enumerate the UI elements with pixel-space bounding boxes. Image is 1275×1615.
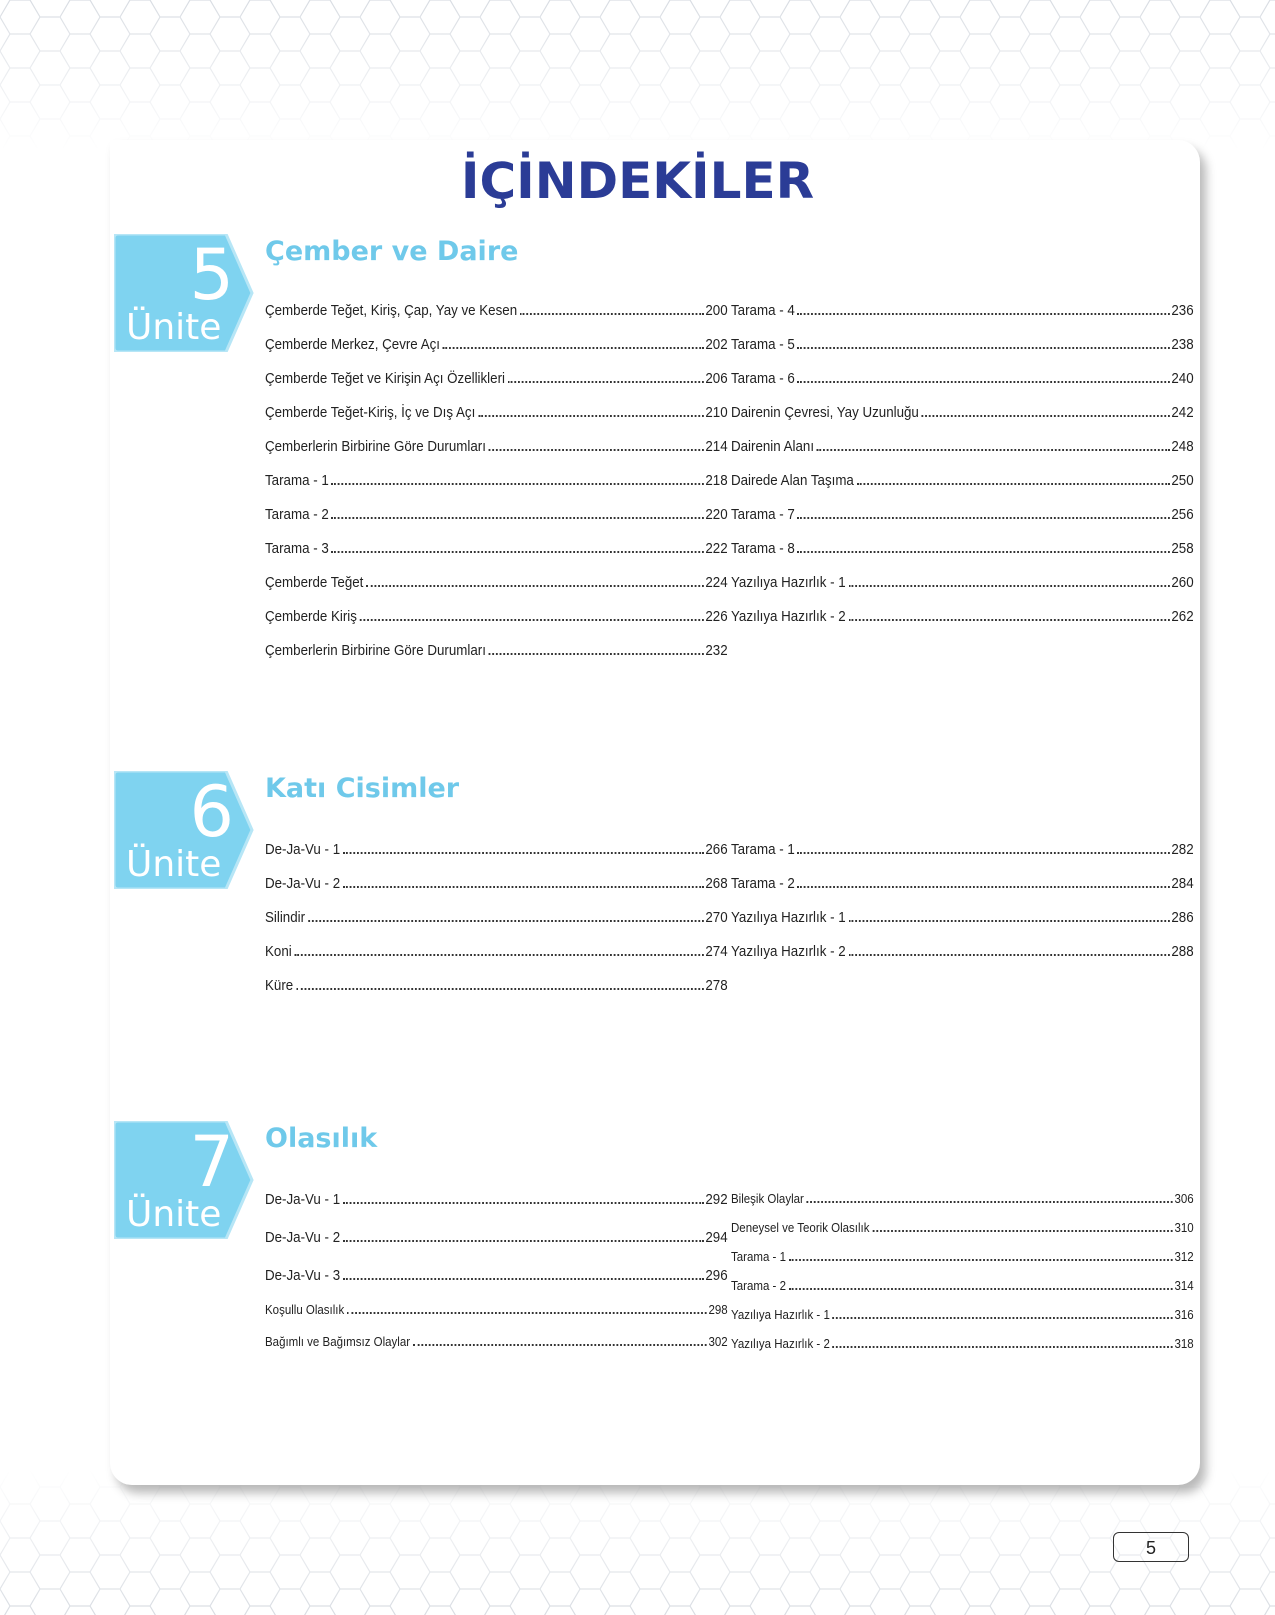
dot-leader: [360, 619, 704, 621]
dot-leader: [789, 1288, 1173, 1290]
toc-entry-title: Tarama - 4: [731, 303, 795, 319]
dot-leader: [833, 1317, 1173, 1319]
toc-entry-page: 236: [1171, 303, 1194, 319]
toc-entry-title: Tarama - 6: [731, 371, 795, 387]
toc-entry[interactable]: [731, 303, 1194, 319]
toc-entry[interactable]: [265, 910, 728, 926]
dot-leader: [520, 313, 704, 315]
toc-entry-title: Yazılıya Hazırlık - 1: [731, 910, 846, 926]
toc-entry[interactable]: [265, 439, 728, 455]
toc-entry-title: Çemberde Teğet: [265, 575, 364, 591]
toc-entry-page: 232: [705, 643, 728, 659]
dot-leader: [343, 852, 704, 854]
toc-entry[interactable]: [731, 1279, 1194, 1293]
toc-entry-title: Dairenin Alanı: [731, 439, 815, 455]
unit-label: Ünite: [126, 307, 222, 348]
toc-entry[interactable]: [265, 473, 728, 489]
toc-entry-title: Tarama - 8: [731, 541, 795, 557]
dot-leader: [489, 449, 704, 451]
dot-leader: [343, 1240, 704, 1242]
dot-leader: [798, 551, 1170, 553]
toc-entry[interactable]: [265, 1335, 728, 1349]
section-title-6: Katı Cisimler: [265, 773, 460, 804]
dot-leader: [294, 954, 703, 956]
toc-entry-page: 284: [1171, 876, 1194, 892]
toc-entry-page: 296: [705, 1268, 728, 1284]
toc-entry[interactable]: [731, 541, 1194, 557]
toc-entry-page: 240: [1171, 371, 1194, 387]
toc-entry-page: 242: [1171, 405, 1194, 421]
toc-entry-title: Çemberde Teğet-Kiriş, İç ve Dış Açı: [265, 405, 476, 421]
toc-entry-page: 318: [1174, 1337, 1194, 1351]
toc-entry-title: De-Ja-Vu - 2: [265, 1230, 341, 1246]
unit-label: Ünite: [126, 1194, 222, 1235]
toc-entry-title: Çemberde Teğet ve Kirişin Açı Özellikleri: [265, 371, 505, 387]
toc-entry-page: 268: [705, 876, 728, 892]
toc-entry[interactable]: [731, 1221, 1194, 1235]
toc-entry-title: Yazılıya Hazırlık - 1: [731, 1308, 830, 1322]
toc-entry-title: Tarama - 5: [731, 337, 795, 353]
toc-entry[interactable]: [265, 609, 728, 625]
dot-leader: [347, 1312, 707, 1314]
dot-leader: [798, 381, 1170, 383]
toc-entry[interactable]: [265, 1192, 728, 1208]
toc-entry-title: Çemberde Teğet, Kiriş, Çap, Yay ve Kesen: [265, 303, 518, 319]
toc-entry-page: 316: [1174, 1308, 1194, 1322]
toc-entry-page: 256: [1171, 507, 1194, 523]
toc-entry[interactable]: [731, 876, 1194, 892]
dot-leader: [857, 483, 1170, 485]
toc-entry-title: Dairede Alan Taşıma: [731, 473, 854, 489]
section-title-7: Olasılık: [265, 1123, 378, 1154]
unit-badge-6: [114, 771, 254, 889]
page-number: 5: [1113, 1532, 1189, 1562]
dot-leader: [798, 517, 1170, 519]
toc-entry[interactable]: [731, 371, 1194, 387]
toc-entry-page: 302: [708, 1335, 728, 1349]
toc-entry[interactable]: [265, 842, 728, 858]
toc-entry-page: 286: [1171, 910, 1194, 926]
dot-leader: [848, 585, 1169, 587]
toc-entry[interactable]: [265, 371, 728, 387]
toc-entry[interactable]: [265, 337, 728, 353]
hexagon-pattern-bottom: [0, 1470, 1275, 1615]
dot-leader: [798, 347, 1170, 349]
toc-entry-title: Çemberde Merkez, Çevre Açı: [265, 337, 440, 353]
toc-entry-title: Yazılıya Hazırlık - 1: [731, 575, 846, 591]
toc-entry-page: 292: [705, 1192, 728, 1208]
toc-entry-page: 288: [1171, 944, 1194, 960]
toc-entry-page: 210: [705, 405, 728, 421]
toc-entry-title: Tarama - 2: [265, 507, 329, 523]
toc-entry-page: 248: [1171, 439, 1194, 455]
toc-entry-page: 270: [705, 910, 728, 926]
toc-entry-title: De-Ja-Vu - 1: [265, 1192, 341, 1208]
dot-leader: [443, 347, 704, 349]
dot-leader: [833, 1346, 1173, 1348]
toc-entry-title: Tarama - 1: [731, 1250, 786, 1264]
toc-entry-title: Çemberde Kiriş: [265, 609, 357, 625]
section-title-5: Çember ve Daire: [265, 236, 519, 267]
dot-leader: [848, 954, 1169, 956]
toc-entry-title: Tarama - 2: [731, 876, 795, 892]
toc-entry-page: 238: [1171, 337, 1194, 353]
toc-entry-title: Tarama - 1: [265, 473, 329, 489]
toc-entry-title: Yazılıya Hazırlık - 2: [731, 1337, 830, 1351]
toc-entry-title: Bağımlı ve Bağımsız Olaylar: [265, 1335, 411, 1349]
toc-entry[interactable]: [265, 541, 728, 557]
toc-entry-page: 310: [1174, 1221, 1194, 1235]
toc-entry-page: 314: [1174, 1279, 1194, 1293]
toc-entry[interactable]: [731, 337, 1194, 353]
toc-entry-title: Tarama - 2: [731, 1279, 786, 1293]
toc-entry-page: 260: [1171, 575, 1194, 591]
dot-leader: [489, 653, 704, 655]
toc-entry-page: 220: [705, 507, 728, 523]
unit-number: 5: [189, 234, 234, 316]
dot-leader: [872, 1230, 1172, 1232]
toc-entry-page: 266: [705, 842, 728, 858]
toc-entry[interactable]: [731, 473, 1194, 489]
toc-entry-page: 224: [705, 575, 728, 591]
toc-entry-title: Bileşik Olaylar: [731, 1192, 804, 1206]
toc-entry[interactable]: [731, 1250, 1194, 1264]
toc-entry[interactable]: [265, 643, 728, 659]
toc-entry[interactable]: [731, 575, 1194, 591]
toc-entry-title: Yazılıya Hazırlık - 2: [731, 609, 846, 625]
dot-leader: [848, 619, 1169, 621]
dot-leader: [332, 483, 704, 485]
toc-entry-title: Küre: [265, 978, 294, 994]
toc-entry[interactable]: [731, 1192, 1194, 1206]
toc-entry-page: 226: [705, 609, 728, 625]
toc-entry-page: 274: [705, 944, 728, 960]
toc-entry[interactable]: [731, 507, 1194, 523]
dot-leader: [343, 1278, 704, 1280]
toc-entry-page: 206: [705, 371, 728, 387]
toc-entry-page: 218: [705, 473, 728, 489]
dot-leader: [817, 449, 1170, 451]
toc-entry-page: 306: [1174, 1192, 1194, 1206]
dot-leader: [789, 1259, 1173, 1261]
toc-entry[interactable]: [731, 944, 1194, 960]
toc-entry[interactable]: [265, 303, 728, 319]
toc-entry-page: 312: [1174, 1250, 1194, 1264]
toc-entry-title: Yazılıya Hazırlık - 2: [731, 944, 846, 960]
toc-entry[interactable]: [265, 507, 728, 523]
dot-leader: [332, 551, 704, 553]
toc-entry[interactable]: [265, 1230, 728, 1246]
toc-entry-page: 250: [1171, 473, 1194, 489]
dot-leader: [296, 988, 704, 990]
toc-entry-page: 222: [705, 541, 728, 557]
toc-entry[interactable]: [731, 405, 1194, 421]
toc-entry[interactable]: [731, 439, 1194, 455]
page-title: İÇİNDEKİLER: [460, 152, 815, 210]
toc-entry-title: De-Ja-Vu - 2: [265, 876, 341, 892]
toc-entry-title: Tarama - 7: [731, 507, 795, 523]
dot-leader: [798, 313, 1170, 315]
toc-entry[interactable]: [265, 1303, 728, 1317]
toc-entry-title: Deneysel ve Teorik Olasılık: [731, 1221, 870, 1235]
toc-entry-page: 214: [705, 439, 728, 455]
unit-number: 7: [189, 1121, 234, 1203]
toc-entry-page: 200: [705, 303, 728, 319]
toc-entry[interactable]: [731, 609, 1194, 625]
toc-entry-title: De-Ja-Vu - 3: [265, 1268, 341, 1284]
toc-entry-page: 262: [1171, 609, 1194, 625]
unit-badge-7: [114, 1121, 254, 1239]
toc-entry-page: 258: [1171, 541, 1194, 557]
toc-entry[interactable]: [731, 1337, 1194, 1351]
dot-leader: [478, 415, 703, 417]
dot-leader: [343, 1202, 704, 1204]
toc-entry-page: 278: [705, 978, 728, 994]
toc-entry-page: 202: [705, 337, 728, 353]
unit-label: Ünite: [126, 844, 222, 885]
toc-entry-page: 294: [705, 1230, 728, 1246]
dot-leader: [308, 920, 704, 922]
dot-leader: [413, 1344, 707, 1346]
toc-entry[interactable]: [265, 575, 728, 591]
toc-entry[interactable]: [265, 944, 728, 960]
dot-leader: [798, 852, 1170, 854]
toc-entry[interactable]: [265, 405, 728, 421]
unit-badge-5: [114, 234, 254, 352]
toc-entry-title: Çemberlerin Birbirine Göre Durumları: [265, 439, 486, 455]
dot-leader: [922, 415, 1170, 417]
dot-leader: [848, 920, 1169, 922]
toc-entry-title: De-Ja-Vu - 1: [265, 842, 341, 858]
dot-leader: [343, 886, 704, 888]
toc-entry-title: Dairenin Çevresi, Yay Uzunluğu: [731, 405, 919, 421]
dot-leader: [807, 1201, 1173, 1203]
toc-entry-title: Koni: [265, 944, 292, 960]
toc-entry[interactable]: [265, 978, 728, 994]
toc-entry[interactable]: [731, 842, 1194, 858]
toc-entry[interactable]: [731, 1308, 1194, 1322]
toc-entry[interactable]: [731, 910, 1194, 926]
dot-leader: [508, 381, 704, 383]
toc-entry-page: 282: [1171, 842, 1194, 858]
dot-leader: [366, 585, 703, 587]
dot-leader: [798, 886, 1170, 888]
toc-entry-title: Tarama - 1: [731, 842, 795, 858]
toc-entry[interactable]: [265, 876, 728, 892]
toc-entry-title: Koşullu Olasılık: [265, 1303, 345, 1317]
toc-entry-title: Tarama - 3: [265, 541, 329, 557]
unit-number: 6: [189, 771, 234, 853]
hexagon-pattern-top: [0, 0, 1275, 150]
toc-entry-title: Silindir: [265, 910, 306, 926]
dot-leader: [332, 517, 704, 519]
toc-entry[interactable]: [265, 1268, 728, 1284]
toc-entry-title: Çemberlerin Birbirine Göre Durumları: [265, 643, 486, 659]
toc-entry-page: 298: [708, 1303, 728, 1317]
